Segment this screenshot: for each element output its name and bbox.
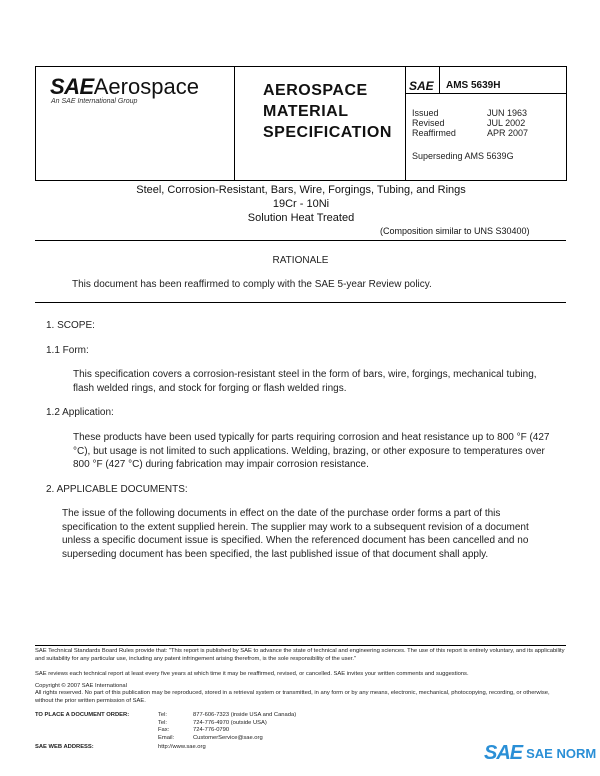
- section-1-2-text: These products have been used typically for parts requiring corrosion and heat resistance up to 800 °F (427 °C), but usage is not limited to such applications. Welding, brazing, or other exposure to temperatures over 800 °F (427 °C) during fabrication may impair corrosion resistance.: [73, 432, 550, 470]
- issued-label: Issued: [412, 108, 439, 118]
- sae-aerospace-logo: [50, 74, 199, 100]
- logo-sae-text: SAE: [50, 74, 94, 99]
- title-condition: Solution Heat Treated: [247, 212, 355, 224]
- title-product: Steel, Corrosion-Resistant, Bars, Wire, Forgings, Tubing, and Rings: [136, 184, 466, 196]
- section-1-heading: 1. SCOPE:: [46, 320, 95, 331]
- tel2-value: 724-776-4970 (outside USA): [193, 719, 267, 726]
- tel-value: 877-606-7323 (inside USA and Canada): [193, 712, 297, 718]
- section-2-heading: 2. APPLICABLE DOCUMENTS:: [46, 484, 188, 495]
- email-row: [158, 735, 378, 743]
- reaffirmed-date: APR 2007: [487, 128, 529, 138]
- title-line-2: MATERIAL: [263, 103, 349, 120]
- email-label: Email:: [158, 734, 175, 741]
- section-1-1-heading: 1.1 Form:: [46, 345, 89, 356]
- watermark-sae-icon: SAE: [484, 742, 523, 764]
- header-divider-2: [405, 67, 406, 180]
- header-divider-1: [234, 67, 235, 180]
- footer-rules-text: SAE Technical Standards Board Rules provide that: "This report is published by SAE to advance the state of technical and engineering sciences. The use of this report is entirely voluntary, and its applicability and suitability for any particular use, including any patent infringement arising therefrom, is the sole responsibility of the user.": [35, 648, 565, 662]
- web-address-link[interactable]: http://www.sae.org: [158, 744, 206, 750]
- superseding-note: Superseding AMS 5639G: [412, 151, 514, 161]
- order-contacts: [158, 712, 378, 742]
- header-divider-4: [439, 67, 440, 93]
- watermark-text: SAE NORM: [526, 746, 597, 761]
- tel-row: [158, 712, 378, 720]
- section-1-2-heading: 1.2 Application:: [46, 407, 114, 418]
- revised-date: JUL 2002: [487, 118, 526, 128]
- document-number: AMS 5639H: [446, 80, 501, 91]
- fax-label: Fax:: [158, 727, 170, 733]
- tel2-row: [158, 720, 378, 728]
- title-line-1: AEROSPACE: [263, 82, 368, 99]
- rationale-text: This document has been reaffirmed to comply with the SAE 5-year Review policy.: [72, 279, 432, 290]
- revised-row: [412, 118, 557, 128]
- footer-rights-text: All rights reserved. No part of this publication may be reproduced, stored in a retrieval system or transmitted, in any form or by any means, electronic, mechanical, photocopying, recording, or otherwise, without the prior written permission of SAE.: [35, 690, 550, 704]
- footer-separator: [35, 645, 566, 646]
- section-1-1-text: This specification covers a corrosion-resistant steel in the form of bars, wire, forgings, mechanical tubing, flash welded rings, and stock for forging or flash welded rings.: [73, 369, 537, 394]
- email-value[interactable]: CustomerService@sae.org: [193, 734, 263, 741]
- document-dates: [412, 108, 557, 138]
- tel2-label: Tel:: [158, 719, 168, 726]
- reaffirmed-row: [412, 128, 557, 138]
- title-separator: [35, 240, 566, 241]
- section-2-text: The issue of the following documents in effect on the date of the purchase order forms a part of this specification to the extent supplied herein. The supplier may work to a subsequent revision of a document unless a specific document issue is specified. When the referenced document has been cancelled and no superseding document has been specified, the last published issue of that document shall apply.: [62, 508, 529, 560]
- web-label: SAE WEB ADDRESS:: [35, 744, 94, 750]
- fax-row: [158, 727, 378, 735]
- rationale-heading: RATIONALE: [272, 255, 329, 266]
- logo-aerospace-text: Aerospace: [93, 74, 199, 99]
- issued-row: [412, 108, 557, 118]
- revised-label: Revised: [412, 118, 445, 128]
- reaffirmed-label: Reaffirmed: [412, 128, 456, 138]
- title-alloy: 19Cr - 10Ni: [272, 198, 330, 210]
- title-line-3: SPECIFICATION: [263, 124, 392, 141]
- rationale-separator: [35, 302, 566, 303]
- document-type-title: [263, 80, 392, 143]
- document-title: [35, 183, 567, 225]
- sae-norm-watermark: [484, 742, 596, 765]
- issued-date: JUN 1963: [487, 108, 528, 118]
- header-divider-3: [405, 93, 566, 94]
- composition-note: (Composition similar to UNS S30400): [380, 226, 530, 236]
- footer-review-text: SAE reviews each technical report at least every five years at which time it may be reaffirmed, revised, or cancelled. SAE invites your written comments and suggestions.: [35, 671, 469, 677]
- order-label: TO PLACE A DOCUMENT ORDER:: [35, 712, 130, 718]
- fax-value: 724-776-0790: [193, 727, 230, 733]
- logo-tagline: An SAE International Group: [51, 98, 138, 105]
- sae-mark-logo: SAE: [409, 79, 434, 93]
- footer-copyright: Copyright © 2007 SAE International: [35, 683, 127, 689]
- tel-label: Tel:: [158, 712, 168, 718]
